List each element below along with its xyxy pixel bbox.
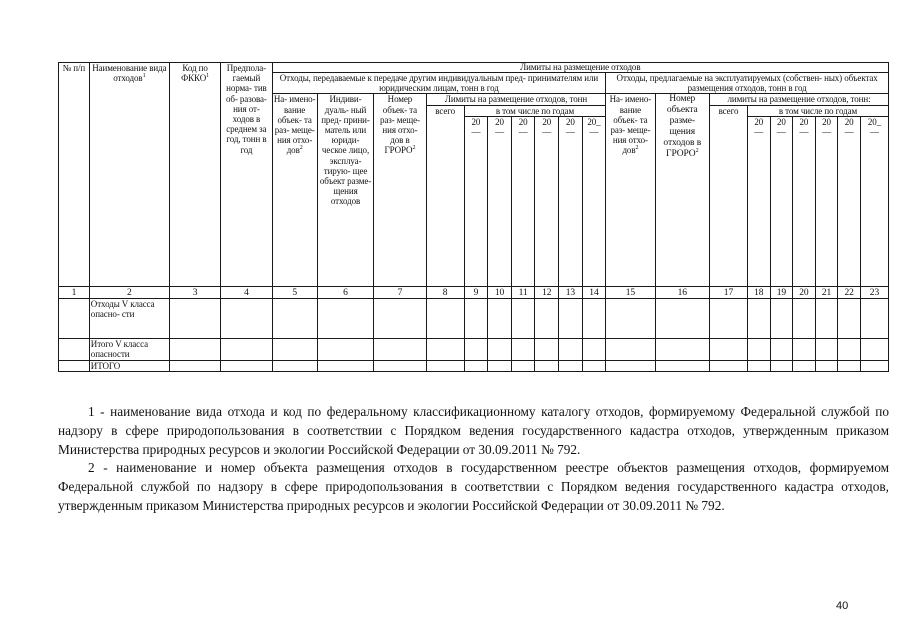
column-number: 6 bbox=[317, 286, 373, 298]
column-number: 21 bbox=[815, 286, 838, 298]
year-cell: 20 — bbox=[815, 116, 838, 286]
header-transfer-by-years: в том числе по годам bbox=[464, 105, 606, 116]
column-number: 7 bbox=[374, 286, 426, 298]
year-cell: 20 — bbox=[747, 116, 770, 286]
column-number: 12 bbox=[535, 286, 559, 298]
header-fkko-code: Код по ФККО$^1$ bbox=[169, 63, 220, 287]
page-number: 40 bbox=[836, 600, 849, 612]
footnote-1: 1 - наименование вида отхода и код по федеральному классификационному каталогу отходов, формируемому Федеральной службой по надзору в сфере природопользования в соответствии с Порядком ведения государственного кадастра отходов, утвержденным приказом Министерства природных ресурсов и экологии Российской Федерации от 30.09.2011 № 792. bbox=[58, 404, 889, 457]
header-transfer-groro: Номер объек- та раз- меще- ния отхо- дов в ГРОРО$^2$ bbox=[374, 94, 426, 286]
column-number: 11 bbox=[511, 286, 535, 298]
header-own-object-name: На- имено- вание объек- та раз- меще- ния отхо- дов$^2$ bbox=[606, 94, 655, 286]
year-cell: 20 — bbox=[838, 116, 861, 286]
header-own-total: всего bbox=[709, 105, 747, 286]
column-number: 9 bbox=[464, 286, 488, 298]
table-row bbox=[59, 338, 889, 360]
header-row-number: № п/п bbox=[59, 63, 90, 287]
year-cell: 20 — bbox=[793, 116, 816, 286]
year-cell: 20 — bbox=[464, 116, 488, 286]
column-number: 5 bbox=[272, 286, 317, 298]
header-transfer-limits: Лимиты на размещение отходов, тонн bbox=[426, 94, 606, 105]
header-own-group: Отходы, предлагаемые на эксплуатируемых (собствен- ных) объектах размещения отходов, тонн в год bbox=[606, 73, 889, 94]
column-number: 1 bbox=[59, 286, 90, 298]
column-number: 14 bbox=[582, 286, 606, 298]
column-numbers-row bbox=[59, 286, 889, 298]
column-number: 20 bbox=[793, 286, 816, 298]
header-own-groro: Номер объекта разме- щения отходов в ГРОРО$^2$ bbox=[655, 94, 709, 286]
column-number: 18 bbox=[747, 286, 770, 298]
column-number: 22 bbox=[838, 286, 861, 298]
row-label-waste-class-v: Отходы V класса опасно- сти bbox=[89, 298, 169, 338]
header-waste-name: Наименование вида отходов$^1$ bbox=[89, 63, 169, 287]
column-number: 19 bbox=[770, 286, 793, 298]
column-number: 2 bbox=[89, 286, 169, 298]
table-row bbox=[59, 298, 889, 338]
header-transfer-object-name: На- имено- вание объек- та раз- меще- ния отхо- дов$^2$ bbox=[272, 94, 317, 286]
row-label-subtotal-class-v: Итого V класса опасности bbox=[89, 338, 169, 360]
header-forecast-norm: Предпола- гаемый норма- тив об- разова- ния от- ходов в среднем за год, тонн в год bbox=[221, 63, 272, 287]
column-number: 10 bbox=[488, 286, 512, 298]
header-own-limits: лимиты на размещение отходов, тонн: bbox=[709, 94, 888, 105]
column-number: 4 bbox=[221, 286, 272, 298]
row-label-total: ИТОГО bbox=[89, 360, 169, 371]
column-number: 16 bbox=[655, 286, 709, 298]
year-cell: 20 — bbox=[559, 116, 583, 286]
column-number: 23 bbox=[860, 286, 888, 298]
column-number: 17 bbox=[709, 286, 747, 298]
year-cell: 20_ — bbox=[582, 116, 606, 286]
year-cell: 20_ — bbox=[860, 116, 888, 286]
year-cell: 20 — bbox=[535, 116, 559, 286]
year-cell: 20 — bbox=[488, 116, 512, 286]
column-number: 8 bbox=[426, 286, 464, 298]
waste-limits-table bbox=[58, 62, 889, 372]
column-number: 13 bbox=[559, 286, 583, 298]
year-cell: 20 — bbox=[770, 116, 793, 286]
table-row bbox=[59, 360, 889, 371]
footnotes bbox=[58, 403, 889, 516]
year-cell: 20 — bbox=[511, 116, 535, 286]
footnote-2: 2 - наименование и номер объекта размещения отходов в государственном реестре объектов размещения отходов, формируемом Федеральной службой по надзору в сфере природопользования в соответствии с Порядком ведения государственного кадастра отходов, утвержденным приказом Министерства природных ресурсов и экологии Российской Федерации от 30.09.2011 № 792. bbox=[58, 460, 889, 513]
column-number: 15 bbox=[606, 286, 655, 298]
header-transfer-total: всего bbox=[426, 105, 464, 286]
header-limits: Лимиты на размещение отходов bbox=[272, 63, 888, 73]
header-own-by-years: в том числе по годам bbox=[747, 105, 888, 116]
column-number: 3 bbox=[169, 286, 220, 298]
header-transfer-entrepreneur: Индиви- дуаль- ный пред- прини- матель или юриди- ческое лицо, эксплуа- тирую- щее объект разме- щения отходов bbox=[317, 94, 373, 286]
header-transfer-group: Отходы, передаваемые к передаче другим индивидуальным пред- принимателям или юридическим лицам, тонн в год bbox=[272, 73, 606, 94]
